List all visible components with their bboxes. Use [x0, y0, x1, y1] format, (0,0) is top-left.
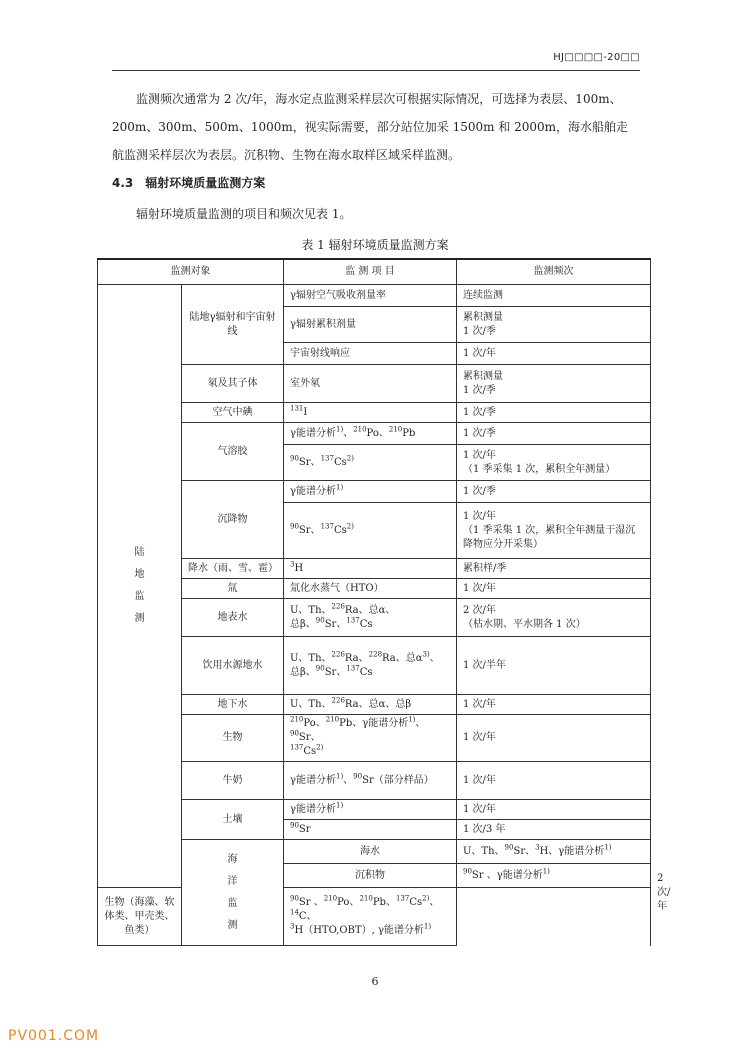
- item-cell: γ能谱分析$^{1)}$、$^{210}$Po、$^{210}$Pb: [284, 423, 457, 445]
- table-row: [98, 285, 651, 307]
- object-surface-water: 地表水: [182, 599, 284, 637]
- header-frequency: 监测频次: [457, 259, 651, 285]
- paragraph-frequency: 监测频次通常为 2 次/年，海水定点监测采样层次可根据实际情况，可选择为表层、100m、200m、300m、500m、1000m，视实际需要，部分站位加采 1500m 和 2000m，海水船舶走航监测采样层次为表层。沉积物、生物在海水取样区域采样监测。: [112, 92, 629, 162]
- object-marine-biology: 生物（海藻、软体类、甲壳类、鱼类）: [98, 888, 182, 946]
- item-cell: 氚化水蒸气（HTO）: [284, 579, 457, 599]
- freq-cell: 2 次/年 （枯水期、平水期各 1 次）: [457, 599, 651, 637]
- item-cell: γ能谱分析$^{1)}$: [284, 800, 457, 820]
- object-radon: 氡及其子体: [182, 365, 284, 403]
- object-seawater: 海水: [284, 840, 457, 864]
- item-cell: $^{210}$Po、$^{210}$Pb、γ能谱分析$^{1)}$、$^{90}$Sr、 $^{137}$Cs$^{2)}$: [284, 715, 457, 762]
- item-cell: U、Th、$^{226}$Ra、总α、总β: [284, 695, 457, 715]
- item-cell: 宇宙射线响应: [284, 343, 457, 365]
- item-cell: 室外氡: [284, 365, 457, 403]
- item-cell: $^3$H: [284, 559, 457, 579]
- freq-cell: 累积测量 1 次/季: [457, 365, 651, 403]
- header-object: 监测对象: [98, 259, 284, 285]
- page-number: 6: [371, 975, 379, 988]
- freq-cell: 1 次/季: [457, 423, 651, 445]
- standard-code: HJ□□□□-20□□: [553, 52, 640, 63]
- watermark: PV001.COM: [8, 1028, 100, 1044]
- freq-cell: 累积测量 1 次/季: [457, 307, 651, 343]
- item-cell: U、Th、$^{226}$Ra、$^{228}$Ra、总$\alpha^{3)}$、 总β、$^{90}$Sr、$^{137}$Cs: [284, 637, 457, 695]
- item-cell: $^{90}$Sr 、$^{210}$Po、$^{210}$Pb、$^{137}$Cs$^{2)}$、$^{14}$C、 $^3$H（HTO,OBT）, γ能谱分析$^{1)}$: [284, 888, 457, 946]
- item-cell: U、Th、$^{90}$Sr、$^3$H、γ能谱分析$^{1)}$: [457, 840, 651, 864]
- item-cell: $^{131}$I: [284, 403, 457, 423]
- freq-cell: 1 次/季: [457, 403, 651, 423]
- freq-cell: 1 次/年: [457, 715, 651, 762]
- freq-cell: 1 次/年: [457, 343, 651, 365]
- item-cell: γ辐射空气吸收剂量率: [284, 285, 457, 307]
- freq-cell: 1 次/年 （1 季采集 1 次，累积全年测量）: [457, 445, 651, 481]
- monitoring-plan-table: [97, 258, 671, 946]
- table-row: [98, 888, 651, 946]
- section-number: 4.3: [112, 176, 134, 190]
- freq-cell: 1 次/年 （1 季采集 1 次，累积全年测量干湿沉降物应分开采集）: [457, 503, 651, 559]
- object-aerosol: 气溶胶: [182, 423, 284, 481]
- object-deposit: 沉降物: [182, 481, 284, 559]
- object-drinking-water: 饮用水源地水: [182, 637, 284, 695]
- freq-cell: 1 次/半年: [457, 637, 651, 695]
- freq-cell: 累积样/季: [457, 559, 651, 579]
- freq-cell: 1 次/年: [457, 762, 651, 800]
- page-header: [112, 48, 640, 71]
- object-groundwater: 地下水: [182, 695, 284, 715]
- freq-cell: 1 次/3 年: [457, 820, 651, 840]
- freq-cell: 连续监测: [457, 285, 651, 307]
- land-monitoring-label: 陆 地 监 测: [98, 285, 182, 888]
- item-cell: γ能谱分析$^{1)}$: [284, 481, 457, 503]
- item-cell: γ能谱分析$^{1)}$、$^{90}$Sr（部分样品）: [284, 762, 457, 800]
- item-cell: $^{90}$Sr、$^{137}$Cs$^{2)}$: [284, 503, 457, 559]
- freq-cell: 1 次/季: [457, 481, 651, 503]
- freq-cell: 1 次/年: [457, 695, 651, 715]
- table-caption: 表 1 辐射环境质量监测方案: [301, 238, 449, 252]
- item-cell: γ辐射累积剂量: [284, 307, 457, 343]
- section-title: 辐射环境质量监测方案: [145, 176, 266, 190]
- object-tritium: 氚: [182, 579, 284, 599]
- item-cell: $^{90}$Sr、$^{137}$Cs$^{2)}$: [284, 445, 457, 481]
- object-iodine: 空气中碘: [182, 403, 284, 423]
- object-precipitation: 降水（雨、雪、雹）: [182, 559, 284, 579]
- header-item: 监 测 项 目: [284, 259, 457, 285]
- object-biology: 生物: [182, 715, 284, 762]
- freq-cell: 1 次/年: [457, 579, 651, 599]
- item-cell: $^{90}$Sr 、γ能谱分析$^{1)}$: [457, 864, 651, 888]
- table-header-row: [98, 259, 651, 285]
- freq-cell: 1 次/年: [457, 800, 651, 820]
- item-cell: U、Th、$^{226}$Ra、总α、 总β、$^{90}$Sr、$^{137}$Cs: [284, 599, 457, 637]
- paragraph-table-intro: 辐射环境质量监测的项目和频次见表 1。: [136, 207, 352, 221]
- sea-monitoring-label: 海 洋 监 测: [182, 840, 284, 946]
- object-soil: 土壤: [182, 800, 284, 840]
- table-row: 海 洋 监 测 海水 U、Th、$^{90}$Sr、$^3$H、γ能谱分析$^{1)}$ 2 次/年: [98, 840, 651, 864]
- item-cell: $^{90}$Sr: [284, 820, 457, 840]
- object-gamma-cosmic: 陆地γ辐射和宇宙射线: [182, 285, 284, 365]
- object-sediment: 沉积物: [284, 864, 457, 888]
- object-milk: 牛奶: [182, 762, 284, 800]
- section-heading: [112, 174, 265, 191]
